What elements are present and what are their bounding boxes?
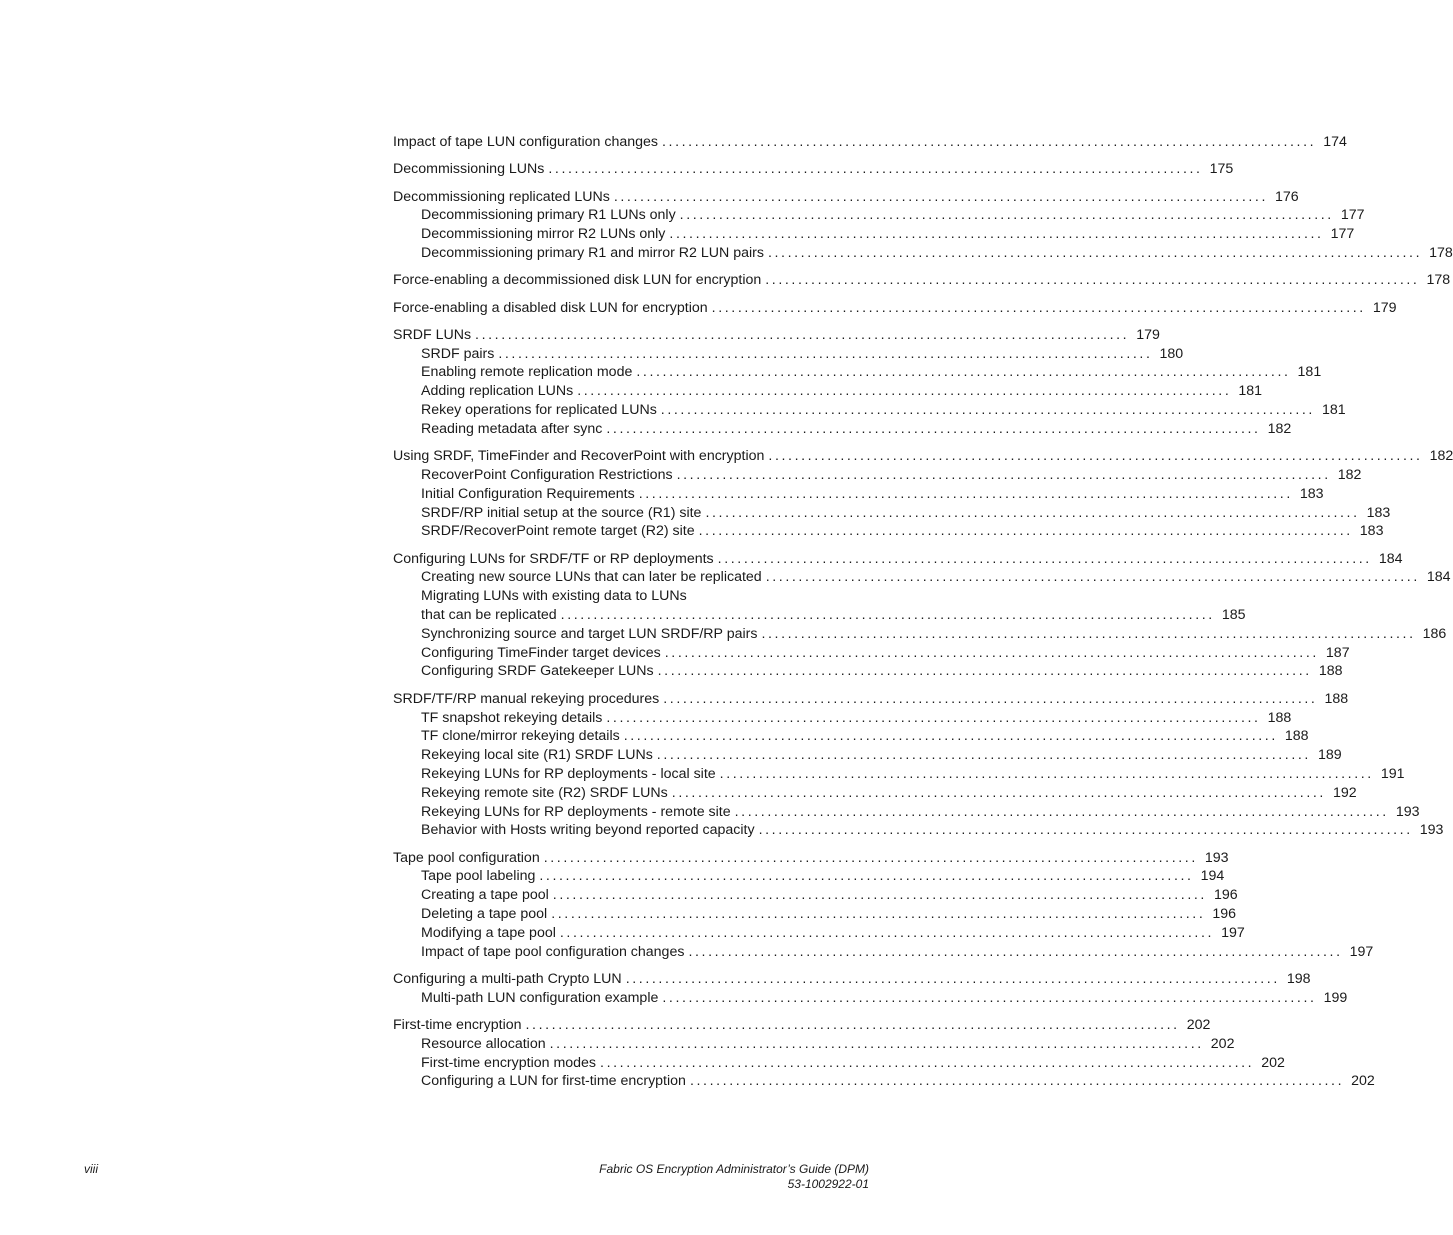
toc-subentry[interactable] xyxy=(393,644,1350,664)
toc-entry-page: 193 xyxy=(1204,849,1229,866)
toc-entry-title: Synchronizing source and target LUN SRDF/RP pairs xyxy=(421,625,758,642)
toc-subentry[interactable] xyxy=(393,504,1391,524)
dot-leader: .................................................................................................... xyxy=(625,970,1280,987)
toc-entry-title: Rekey operations for replicated LUNs xyxy=(421,402,657,419)
dot-leader: .................................................................................................... xyxy=(688,943,1343,960)
toc-subentry[interactable] xyxy=(393,244,1453,264)
toc-entry-title: Tape pool labeling xyxy=(421,868,536,885)
toc-entry[interactable] xyxy=(393,970,1311,990)
toc-entry-title: TF snapshot rekeying details xyxy=(421,709,603,726)
toc-entry-title: Deleting a tape pool xyxy=(421,905,548,922)
toc-entry-page: 176 xyxy=(1275,188,1299,205)
toc-section xyxy=(393,299,1397,319)
dot-leader: .................................................................................................... xyxy=(767,244,1423,261)
toc-section xyxy=(393,272,1451,291)
dot-leader: .................................................................................................... xyxy=(765,272,1420,289)
toc-entry-page: 184 xyxy=(1378,550,1403,567)
toc-subentry[interactable] xyxy=(393,569,1451,588)
dot-leader: .................................................................................................... xyxy=(577,383,1232,400)
toc-entry-title: SRDF/TF/RP manual rekeying procedures xyxy=(393,690,660,707)
toc-entry-page: 193 xyxy=(1395,803,1420,820)
dot-leader: .................................................................................................... xyxy=(606,420,1261,437)
dot-leader: .................................................................................................... xyxy=(669,226,1324,243)
toc-entry-page: 192 xyxy=(1332,784,1357,801)
toc-subentry[interactable] xyxy=(393,905,1237,925)
toc-entry-title: Rekeying remote site (R2) SRDF LUNs xyxy=(421,784,668,801)
toc-entry-page: 191 xyxy=(1380,765,1405,782)
toc-entry-title: RecoverPoint Configuration Restrictions xyxy=(421,466,673,483)
toc-section xyxy=(393,849,1374,963)
toc-subentry[interactable] xyxy=(393,765,1405,785)
toc-subentry[interactable] xyxy=(393,747,1342,766)
toc-entry-title: SRDF pairs xyxy=(421,345,495,362)
dot-leader: .................................................................................................... xyxy=(662,989,1317,1006)
toc-entry[interactable] xyxy=(393,550,1403,570)
toc-entry-page: 183 xyxy=(1299,485,1324,502)
toc-subentry[interactable] xyxy=(393,364,1322,383)
dot-leader: .................................................................................................... xyxy=(539,868,1194,885)
toc-entry-page: 178 xyxy=(1429,244,1453,261)
toc-entry-page: 181 xyxy=(1238,383,1263,400)
toc-section xyxy=(393,188,1453,264)
dot-leader: .................................................................................................... xyxy=(543,849,1198,866)
dot-leader: .................................................................................................... xyxy=(638,485,1293,502)
toc-entry-title: First-time encryption modes xyxy=(421,1054,597,1071)
dot-leader: .................................................................................................... xyxy=(600,1054,1255,1071)
page-number: viii xyxy=(84,1162,98,1176)
dot-leader: .................................................................................................... xyxy=(525,1016,1180,1033)
dot-leader: .................................................................................................... xyxy=(606,709,1261,726)
toc-entry[interactable] xyxy=(393,188,1299,208)
dot-leader: .................................................................................................... xyxy=(768,448,1423,465)
toc-entry[interactable] xyxy=(393,448,1453,467)
toc-entry-title: Rekeying local site (R1) SRDF LUNs xyxy=(421,747,653,764)
toc-entry-title: Multi-path LUN configuration example xyxy=(421,989,659,1006)
toc-entry-title: Impact of tape LUN configuration changes xyxy=(393,134,658,150)
toc-entry-title: Decommissioning LUNs xyxy=(393,161,545,178)
toc-entry-title: Rekeying LUNs for RP deployments - local site xyxy=(421,765,716,782)
toc-entry[interactable] xyxy=(393,1016,1211,1036)
toc-entry-title: Impact of tape pool configuration changes xyxy=(421,943,685,960)
toc-subentry[interactable] xyxy=(393,728,1309,747)
toc-subentry[interactable] xyxy=(393,345,1184,365)
document-number: 53-1002922-01 xyxy=(787,1177,869,1191)
toc-entry-page: 180 xyxy=(1159,345,1184,362)
toc-entry-page: 179 xyxy=(1136,326,1160,343)
toc-subentry[interactable] xyxy=(393,803,1420,823)
toc-entry-title: Configuring TimeFinder target devices xyxy=(421,644,661,661)
table-of-contents xyxy=(393,134,1453,1101)
dot-leader: .................................................................................................... xyxy=(758,822,1413,839)
toc-entry-page: 185 xyxy=(1221,607,1246,624)
toc-subentry[interactable] xyxy=(393,822,1444,841)
dot-leader: .................................................................................................... xyxy=(676,466,1331,483)
toc-subentry[interactable] xyxy=(393,784,1357,804)
dot-leader: .................................................................................................... xyxy=(498,345,1153,362)
dot-leader: .................................................................................................... xyxy=(679,207,1334,224)
toc-entry-title: TF clone/mirror rekeying details xyxy=(421,728,620,745)
toc-entry-page: 177 xyxy=(1330,226,1355,243)
toc-subentry[interactable] xyxy=(393,887,1238,906)
toc-entry-page: 182 xyxy=(1429,448,1453,465)
toc-entry-page: 199 xyxy=(1323,989,1348,1006)
dot-leader: .................................................................................................... xyxy=(657,663,1312,680)
toc-entry-page: 186 xyxy=(1422,625,1447,642)
dot-leader: .................................................................................................... xyxy=(656,747,1311,764)
toc-entry-page: 188 xyxy=(1318,663,1343,680)
toc-entry-title: Resource allocation xyxy=(421,1035,546,1052)
toc-entry-title: Behavior with Hosts writing beyond reported capacity xyxy=(421,822,755,839)
toc-subentry-title-line: Migrating LUNs with existing data to LUNs xyxy=(421,588,687,605)
dot-leader: .................................................................................................... xyxy=(663,690,1318,707)
toc-section xyxy=(393,690,1444,841)
toc-entry-page: 182 xyxy=(1267,420,1292,437)
toc-section xyxy=(393,448,1453,542)
dot-leader: .................................................................................................... xyxy=(717,550,1372,567)
dot-leader: .................................................................................................... xyxy=(664,644,1319,661)
dot-leader: .................................................................................................... xyxy=(689,1073,1345,1090)
toc-entry-page: 194 xyxy=(1200,868,1225,885)
dot-leader: .................................................................................................... xyxy=(662,134,1317,150)
dot-leader: .................................................................................................... xyxy=(698,523,1353,540)
toc-entry-title: Creating new source LUNs that can later be replicated xyxy=(421,569,762,586)
toc-entry-title: Configuring a LUN for first-time encryption xyxy=(421,1073,686,1090)
toc-entry-page: 187 xyxy=(1325,644,1350,661)
toc-subentry[interactable] xyxy=(393,523,1384,542)
toc-entry-title: Decommissioning primary R1 LUNs only xyxy=(421,207,676,224)
toc-entry-title: Configuring LUNs for SRDF/TF or RP deployments xyxy=(393,550,714,567)
toc-entry-page: 197 xyxy=(1221,924,1245,941)
toc-subentry[interactable] xyxy=(393,607,1246,626)
toc-entry-title: that can be replicated xyxy=(421,607,557,624)
toc-entry-page: 196 xyxy=(1213,887,1238,904)
toc-entry[interactable] xyxy=(393,272,1451,291)
toc-entry-page: 177 xyxy=(1340,207,1365,224)
dot-leader: .................................................................................................... xyxy=(705,504,1360,521)
toc-subentry[interactable] xyxy=(393,383,1263,402)
dot-leader: .................................................................................................... xyxy=(765,569,1420,586)
toc-entry-page: 202 xyxy=(1210,1035,1235,1052)
toc-entry-page: 202 xyxy=(1261,1054,1285,1071)
toc-entry-page: 179 xyxy=(1372,299,1397,316)
dot-leader: .................................................................................................... xyxy=(549,1035,1204,1052)
toc-entry-page: 184 xyxy=(1426,569,1451,586)
toc-entry[interactable] xyxy=(393,326,1160,346)
toc-entry-title: SRDF/RecoverPoint remote target (R2) site xyxy=(421,523,695,540)
toc-subentry[interactable] xyxy=(393,868,1225,887)
toc-entry-title: Decommissioning mirror R2 LUNs only xyxy=(421,226,666,243)
toc-entry-title: Enabling remote replication mode xyxy=(421,364,633,381)
toc-section xyxy=(393,550,1451,683)
toc-subentry[interactable] xyxy=(393,402,1346,421)
dot-leader: .................................................................................................... xyxy=(475,326,1130,343)
toc-subentry[interactable] xyxy=(393,1073,1375,1092)
toc-entry-title: Modifying a tape pool xyxy=(421,924,556,941)
toc-entry-title: Configuring a multi-path Crypto LUN xyxy=(393,970,622,987)
dot-leader: .................................................................................................... xyxy=(552,887,1207,904)
dot-leader: .................................................................................................... xyxy=(719,765,1374,782)
toc-subentry[interactable] xyxy=(393,709,1292,729)
toc-entry-page: 174 xyxy=(1323,134,1347,150)
toc-entry-page: 189 xyxy=(1317,747,1342,764)
toc-entry-title: Configuring SRDF Gatekeeper LUNs xyxy=(421,663,654,680)
toc-entry-title: Tape pool configuration xyxy=(393,849,540,866)
toc-subentry[interactable] xyxy=(393,989,1348,1009)
toc-entry-page: 188 xyxy=(1267,709,1292,726)
dot-leader: .................................................................................................... xyxy=(636,364,1291,381)
toc-subentry[interactable] xyxy=(393,924,1245,944)
toc-entry-page: 178 xyxy=(1426,272,1451,289)
toc-entry-title: Force-enabling a disabled disk LUN for encryption xyxy=(393,299,708,316)
dot-leader: .................................................................................................... xyxy=(671,784,1326,801)
toc-section xyxy=(393,326,1346,440)
toc-entry-title: Initial Configuration Requirements xyxy=(421,485,635,502)
toc-subentry[interactable] xyxy=(393,207,1365,226)
toc-entry-title: Reading metadata after sync xyxy=(421,420,603,437)
toc-section xyxy=(393,1016,1375,1092)
toc-subentry[interactable] xyxy=(393,943,1374,963)
toc-entry-page: 193 xyxy=(1419,822,1444,839)
toc-entry[interactable] xyxy=(393,690,1349,710)
dot-leader: .................................................................................................... xyxy=(551,905,1206,922)
toc-subentry[interactable] xyxy=(393,1054,1285,1074)
toc-section xyxy=(393,134,1347,153)
toc-entry-title: SRDF/RP initial setup at the source (R1) site xyxy=(421,504,702,521)
toc-entry-page: 202 xyxy=(1186,1016,1211,1033)
dot-leader: .................................................................................................... xyxy=(734,803,1389,820)
toc-entry-page: 183 xyxy=(1366,504,1391,521)
toc-entry-title: SRDF LUNs xyxy=(393,326,472,343)
toc-entry-title: Rekeying LUNs for RP deployments - remote site xyxy=(421,803,731,820)
dot-leader: .................................................................................................... xyxy=(548,161,1203,178)
toc-entry-page: 181 xyxy=(1321,402,1346,419)
dot-leader: .................................................................................................... xyxy=(660,402,1315,419)
dot-leader: .................................................................................................... xyxy=(560,607,1215,624)
dot-leader: .................................................................................................... xyxy=(761,625,1416,642)
toc-subentry[interactable] xyxy=(393,663,1343,682)
toc-entry-page: 182 xyxy=(1337,466,1362,483)
dot-leader: .................................................................................................... xyxy=(623,728,1278,745)
toc-entry-page: 175 xyxy=(1209,161,1234,178)
toc-entry-page: 188 xyxy=(1324,690,1349,707)
toc-subentry[interactable] xyxy=(393,226,1355,245)
toc-entry-title: Decommissioning replicated LUNs xyxy=(393,188,610,205)
dot-leader: .................................................................................................... xyxy=(559,924,1215,941)
toc-entry[interactable] xyxy=(393,299,1397,319)
toc-subentry[interactable] xyxy=(393,420,1292,440)
toc-entry-page: 183 xyxy=(1359,523,1384,540)
toc-entry-page: 181 xyxy=(1297,364,1322,381)
toc-subentry[interactable] xyxy=(393,1035,1235,1055)
toc-entry[interactable] xyxy=(393,134,1347,153)
toc-entry-title: Using SRDF, TimeFinder and RecoverPoint with encryption xyxy=(393,448,765,465)
toc-entry-title: Force-enabling a decommissioned disk LUN for encryption xyxy=(393,272,762,289)
toc-entry-title: Decommissioning primary R1 and mirror R2 LUN pairs xyxy=(421,244,764,261)
toc-entry-page: 197 xyxy=(1349,943,1374,960)
document-footer xyxy=(599,1162,869,1192)
toc-entry-title: Creating a tape pool xyxy=(421,887,549,904)
toc-entry-page: 188 xyxy=(1284,728,1309,745)
document-title: Fabric OS Encryption Administrator’s Guide (DPM) xyxy=(599,1162,869,1176)
dot-leader: .................................................................................................... xyxy=(613,188,1269,205)
toc-entry[interactable] xyxy=(393,849,1229,869)
toc-section xyxy=(393,970,1348,1009)
toc-entry[interactable] xyxy=(393,161,1234,180)
toc-entry-page: 196 xyxy=(1212,905,1237,922)
toc-entry-page: 202 xyxy=(1351,1073,1375,1090)
toc-entry-page: 198 xyxy=(1286,970,1311,987)
toc-subentry[interactable] xyxy=(393,625,1447,645)
toc-section xyxy=(393,161,1234,180)
dot-leader: .................................................................................................... xyxy=(711,299,1366,316)
toc-subentry[interactable] xyxy=(393,485,1324,505)
toc-entry-title: First-time encryption xyxy=(393,1016,522,1033)
toc-subentry[interactable] xyxy=(393,466,1362,486)
toc-entry-title: Adding replication LUNs xyxy=(421,383,574,400)
